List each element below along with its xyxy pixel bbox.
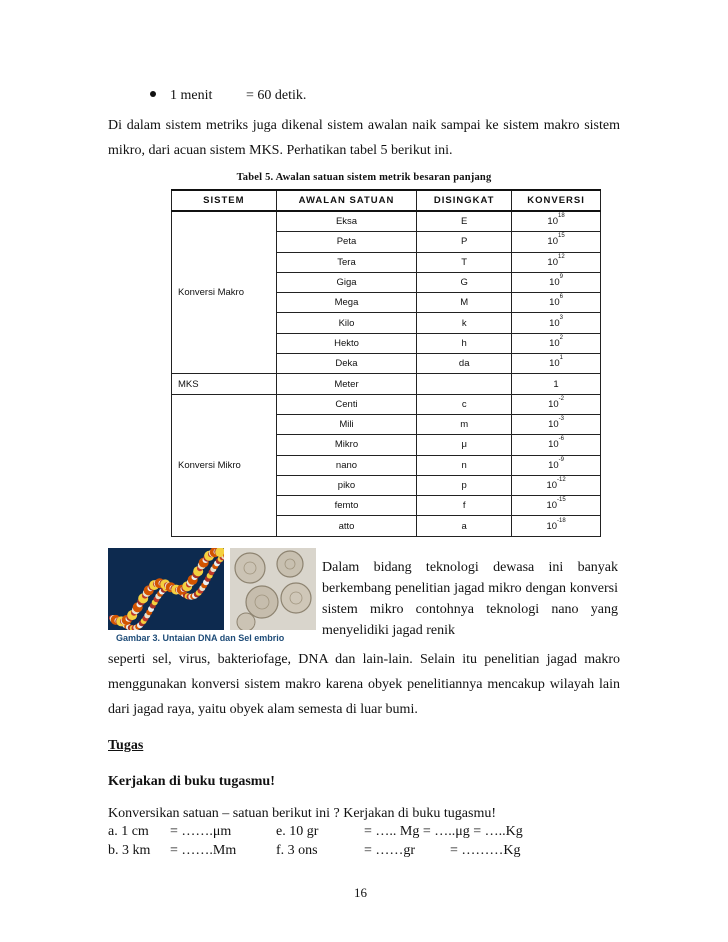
konversi-cell: $10^{-3}$ [512,414,601,434]
singkat-cell: E [417,211,512,232]
singkat-cell: p [417,475,512,495]
konversi-cell: $10^{-18}$ [512,516,601,536]
awalan-cell: Eksa [276,211,417,232]
figure-side-paragraph: Dalam bidang teknologi dewasa ini banyak berkembang penelitian jagad mikro dengan konversi sistem mikro contohnya teknologi nano yang menyelidiki jagad renik [322,560,618,638]
exercise-f-eq2: = ………Kg [450,843,521,858]
exercise-line-1 [108,824,523,840]
header-konversi: KONVERSI [512,190,601,211]
exercise-instruction: Konversikan satuan – satuan berikut ini ? Kerjakan di buku tugasmu! [108,806,497,821]
exercise-a-eq: = …….μm [170,824,232,839]
awalan-cell: femto [276,496,417,516]
figure-caption: Gambar 3. Untaian DNA dan Sel embrio [116,633,285,643]
dna-image [108,548,224,630]
header-disingkat: DISINGKAT [417,190,512,211]
table-body [172,211,601,536]
konversi-cell: $10^6$ [512,293,601,313]
system-cell-mikro: Konversi Mikro [172,394,277,536]
singkat-cell: k [417,313,512,333]
konversi-cell: $10^{-12}$ [512,475,601,495]
bullet-left: 1 menit [170,88,213,103]
singkat-cell: T [417,252,512,272]
singkat-cell [417,374,512,394]
exercise-line-2 [108,843,521,859]
exercise-b-label: b. 3 km [108,843,151,858]
awalan-cell: atto [276,516,417,536]
singkat-cell: n [417,455,512,475]
singkat-cell: f [417,496,512,516]
exercise-b-eq: = …….Mm [170,843,237,858]
awalan-cell: Deka [276,354,417,374]
awalan-cell: nano [276,455,417,475]
konversi-cell: $10^{12}$ [512,252,601,272]
exercise-e-label: e. 10 gr [276,824,319,839]
konversi-cell: $10^2$ [512,333,601,353]
bullet-right: = 60 detik. [246,88,307,103]
exercise-a-label: a. 1 cm [108,824,149,839]
singkat-cell: a [417,516,512,536]
table-row [172,211,601,232]
konversi-cell: $10^{-15}$ [512,496,601,516]
konversi-cell: 1 [512,374,601,394]
page-number: 16 [354,885,367,900]
awalan-cell: Centi [276,394,417,414]
metric-prefix-table [171,189,601,537]
exercise-e-eq: = ….. Mg = …..μg = …..Kg [364,824,523,839]
konversi-cell: $10^1$ [512,354,601,374]
intro-paragraph: Di dalam sistem metriks juga dikenal sistem awalan naik sampai ke sistem makro sistem mikro, dari acuan sistem MKS. Perhatikan tabel 5 berikut ini. [108,118,620,158]
singkat-cell: M [417,293,512,313]
table-header-row [172,190,601,211]
awalan-cell: piko [276,475,417,495]
awalan-cell: Peta [276,232,417,252]
header-awalan: AWALAN SATUAN [276,190,417,211]
singkat-cell: G [417,272,512,292]
bullet-dot-icon [150,91,156,97]
awalan-cell: Mili [276,414,417,434]
konversi-cell: $10^{15}$ [512,232,601,252]
singkat-cell: P [417,232,512,252]
embryo-cell-image [230,548,316,630]
singkat-cell: m [417,414,512,434]
continuation-paragraph: seperti sel, virus, bakteriofage, DNA dan lain-lain. Selain itu penelitian jagad makro menggunakan konversi sistem makro karena obyek penelitiannya mencakup wilayah lain dari jagad raya, yaitu obyek alam semesta di luar bumi. [108,652,620,717]
table-row [172,374,601,394]
awalan-cell: Hekto [276,333,417,353]
konversi-cell: $10^{18}$ [512,211,601,232]
singkat-cell: c [417,394,512,414]
bullet-line [150,88,306,104]
system-cell-makro: Konversi Makro [172,211,277,374]
konversi-cell: $10^{-6}$ [512,435,601,455]
header-sistem: SISTEM [172,190,277,211]
konversi-cell: $10^{-9}$ [512,455,601,475]
awalan-cell: Mikro [276,435,417,455]
singkat-cell: h [417,333,512,353]
awalan-cell: Meter [276,374,417,394]
table-row [172,394,601,414]
system-cell-mks: MKS [172,374,277,394]
awalan-cell: Tera [276,252,417,272]
awalan-cell: Giga [276,272,417,292]
kerjakan-heading: Kerjakan di buku tugasmu! [108,774,275,789]
exercise-f-eq: = ……gr [364,843,416,858]
konversi-cell: $10^9$ [512,272,601,292]
exercise-f-label: f. 3 ons [276,843,318,858]
singkat-cell: da [417,354,512,374]
singkat-cell: μ [417,435,512,455]
table-caption: Tabel 5. Awalan satuan sistem metrik besaran panjang [236,172,492,183]
konversi-cell: $10^{-2}$ [512,394,601,414]
awalan-cell: Kilo [276,313,417,333]
awalan-cell: Mega [276,293,417,313]
tugas-heading: Tugas [108,738,144,753]
konversi-cell: $10^3$ [512,313,601,333]
